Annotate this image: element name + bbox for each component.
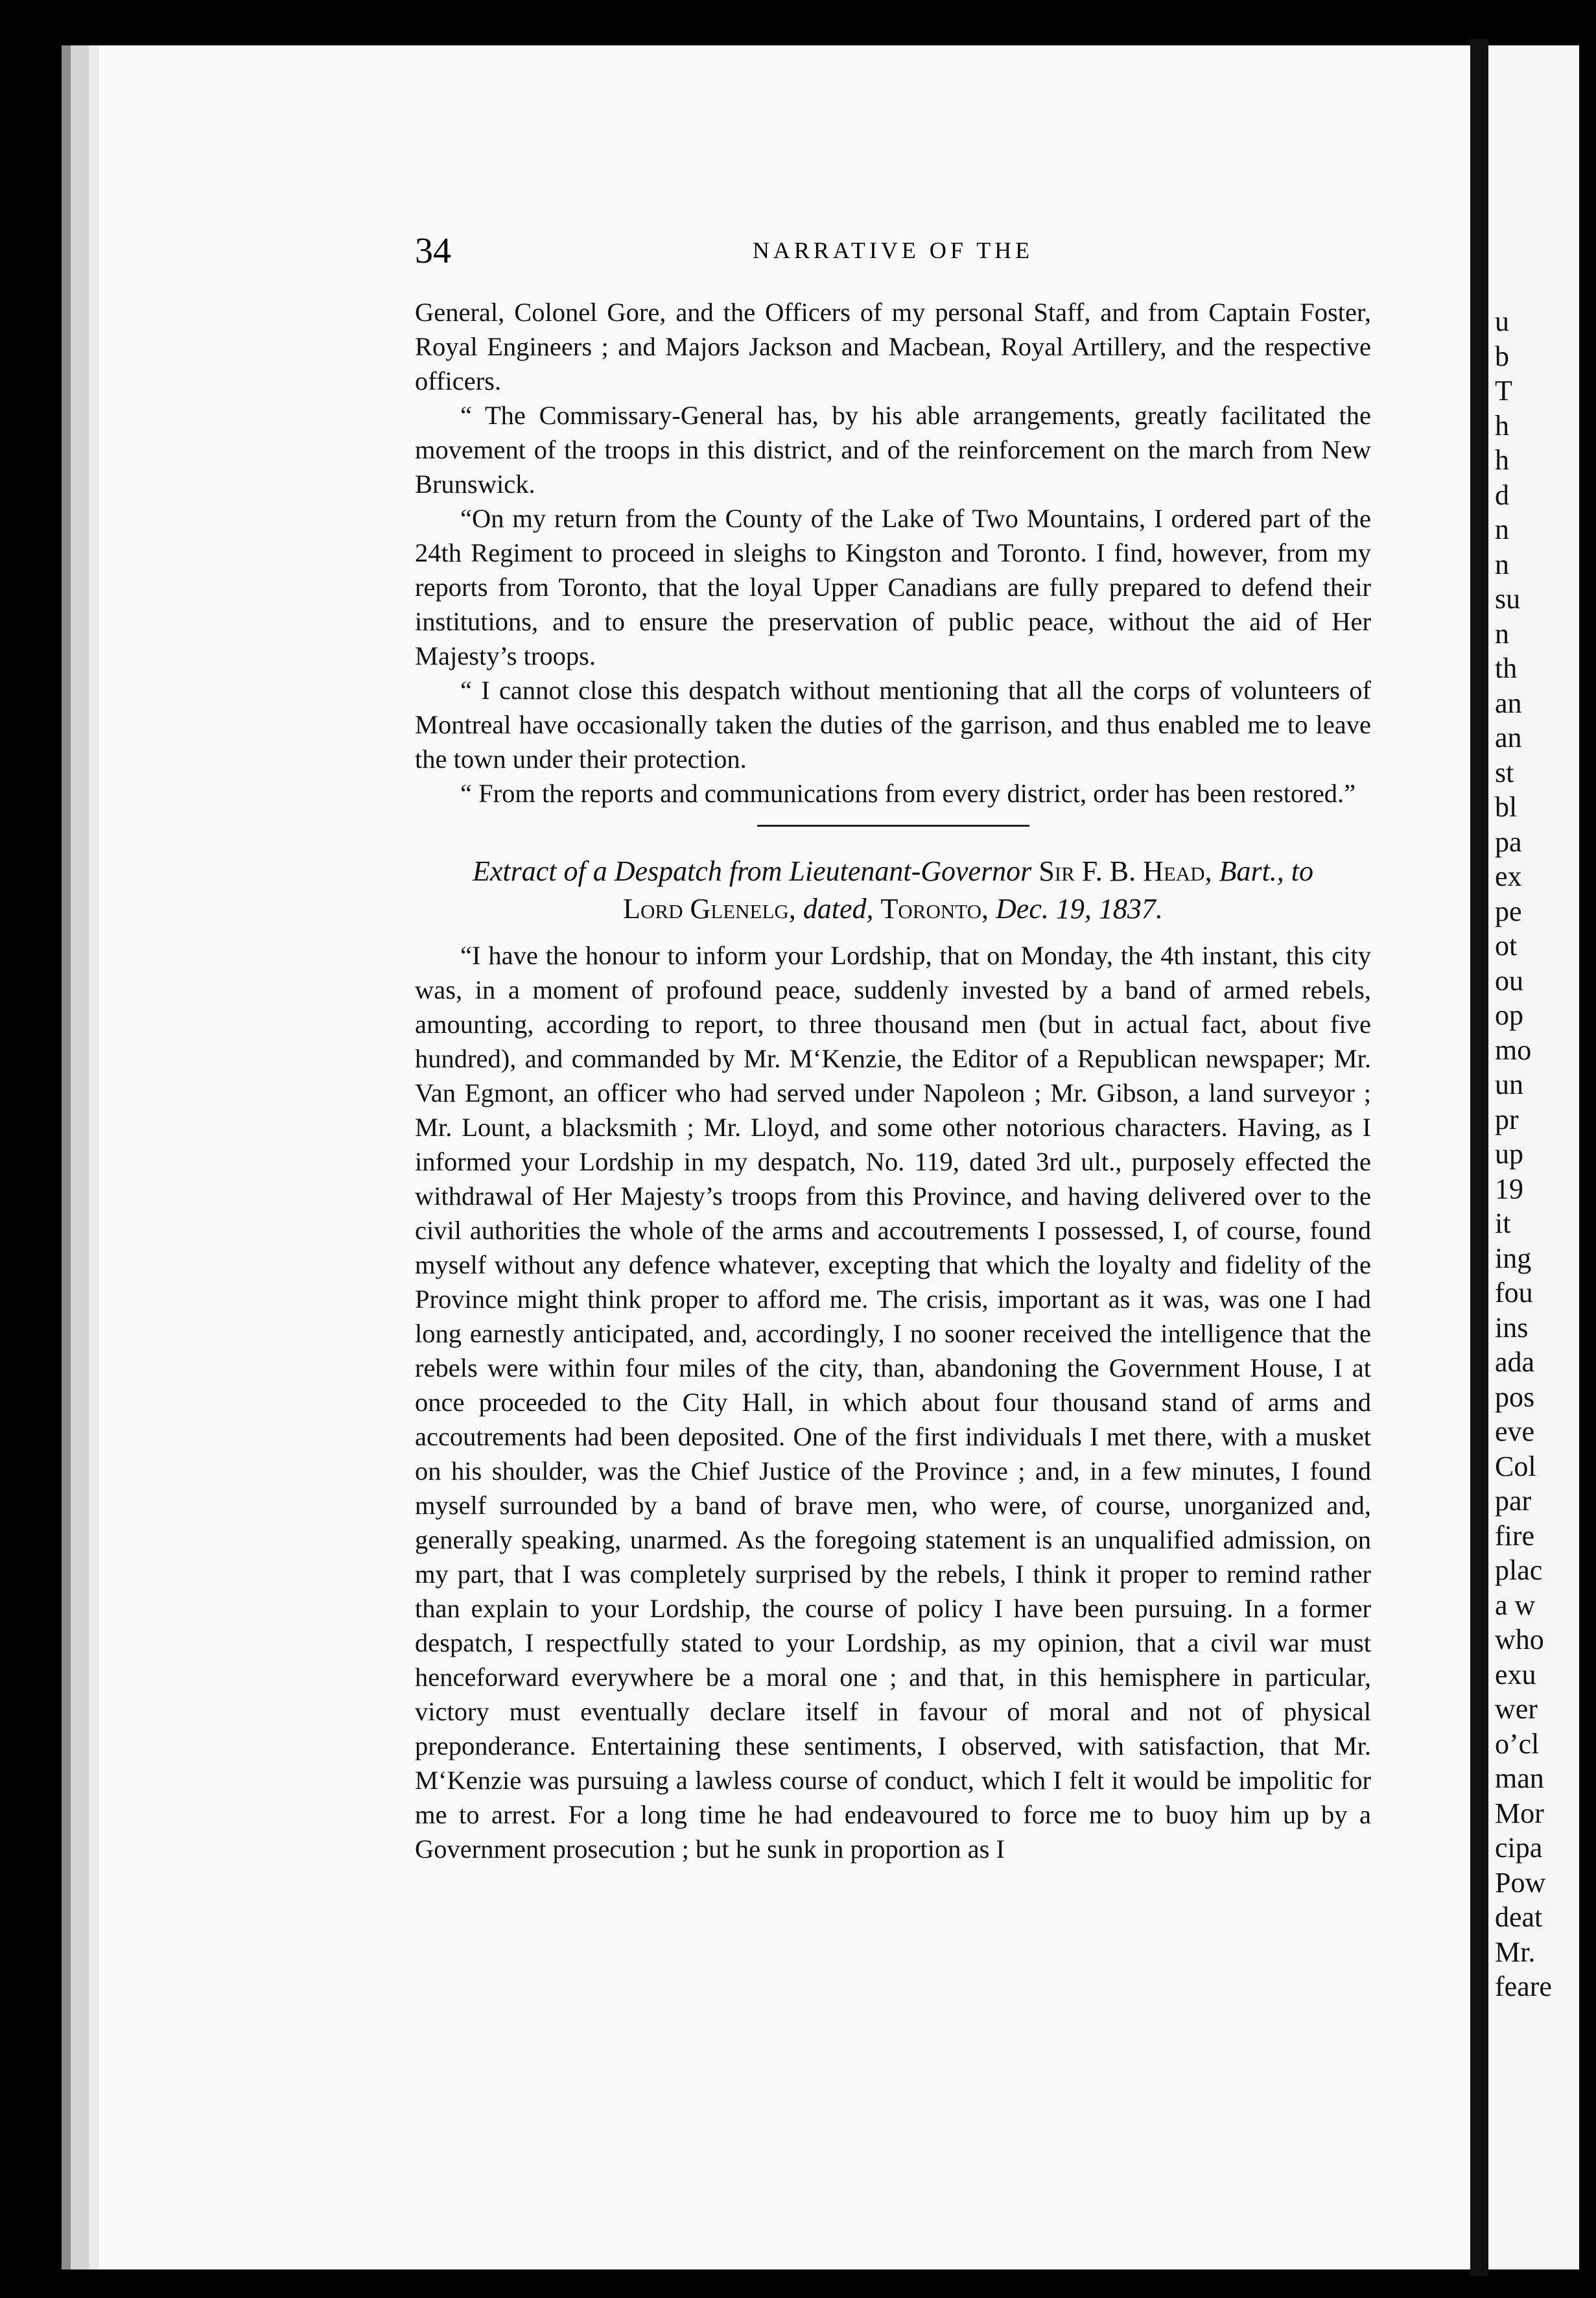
- facing-page-fragment: wer: [1495, 1693, 1538, 1725]
- facing-page-fragment: b: [1495, 340, 1509, 372]
- facing-page-fragment: deat: [1495, 1901, 1543, 1933]
- section-divider: [757, 825, 1029, 827]
- facing-page-fragment: un: [1495, 1069, 1523, 1100]
- heading-name: Lord Glenelg,: [623, 893, 796, 925]
- facing-page-edge: [1488, 45, 1579, 2269]
- facing-page-fragment: st: [1495, 756, 1514, 788]
- facing-page-fragment: exu: [1495, 1658, 1536, 1690]
- facing-page-fragment: ada: [1495, 1346, 1535, 1378]
- facing-page-fragment: o’cl: [1495, 1727, 1540, 1760]
- facing-page-fragment: pe: [1495, 895, 1522, 927]
- facing-page-fragment: pr: [1495, 1103, 1519, 1135]
- extract-heading: [415, 853, 1371, 928]
- facing-page-fragment: bl: [1495, 791, 1518, 823]
- facing-page-fragment: h: [1495, 409, 1509, 442]
- running-title: NARRATIVE OF THE: [752, 237, 1034, 263]
- facing-page-fragment: par: [1495, 1485, 1532, 1517]
- heading-name: Sir F. B. Head,: [1039, 855, 1212, 887]
- facing-page-fragment: Mor: [1495, 1797, 1544, 1829]
- facing-page-fragment: Col: [1495, 1450, 1536, 1482]
- facing-page-fragment: h: [1495, 444, 1509, 476]
- facing-page-fragment: cipa: [1495, 1832, 1543, 1864]
- facing-page-fragment: u: [1495, 305, 1509, 337]
- facing-page-fragment: n: [1495, 548, 1509, 580]
- paragraph: General, Colonel Gore, and the Officers of my personal Staff, and from Captain Foster, Royal Engineers ; and Majors Jackson and Macbean, Royal Artillery, and the respective officers.: [415, 298, 1371, 396]
- facing-page-fragment: up: [1495, 1138, 1523, 1170]
- facing-page-fragment: n: [1495, 514, 1509, 545]
- facing-page-fragment: Pow: [1495, 1866, 1546, 1899]
- facing-page-fragment: pa: [1495, 825, 1522, 858]
- facing-page-fragment: n: [1495, 617, 1509, 650]
- facing-page-fragment: mo: [1495, 1034, 1532, 1066]
- heading-text: dated,: [795, 893, 881, 925]
- facing-page-fragment: it: [1495, 1207, 1511, 1239]
- page-body: [415, 295, 1371, 1866]
- facing-page-fragment: fou: [1495, 1277, 1533, 1309]
- facing-page-fragment: feare: [1495, 1971, 1552, 2002]
- facing-page-fragment: ing: [1495, 1242, 1532, 1274]
- facing-page-fragment: who: [1495, 1624, 1544, 1655]
- extract-heading-line-2: [415, 890, 1371, 928]
- facing-page-fragment: a w: [1495, 1589, 1536, 1621]
- facing-page-fragment: 19: [1495, 1172, 1523, 1205]
- heading-place: Toronto,: [880, 893, 989, 925]
- paragraph: “On my return from the County of the Lake of Two Mountains, I ordered part of the 24th Regiment to proceed in sleighs to Kingston and Toronto. I find, however, from my reports from Toronto, that the loyal Upper Canadians are fully prepared to defend their institutions, and to ensure the preservation of public peace, without the aid of Her Majesty’s troops.: [415, 504, 1371, 670]
- facing-page-fragment: an: [1495, 722, 1522, 753]
- heading-date: Dec. 19, 1837.: [989, 893, 1163, 925]
- facing-page-fragment: ou: [1495, 964, 1523, 997]
- book-gutter: [1470, 39, 1488, 2276]
- extract-paragraph: “I have the honour to inform your Lordship, that on Monday, the 4th instant, this city was, in a moment of profound peace, suddenly invested by a band of armed rebels, amounting, according to report, to three thousand men (but in actual fact, about five hundred), and commanded by Mr. M‘Kenzie, the Editor of a Republican newspaper; Mr. Van Egmont, an officer who had served under Napoleon ; Mr. Gibson, a land surveyor ; Mr. Lount, a blacksmith ; Mr. Lloyd, and some other notorious characters. Having, as I informed your Lordship in my despatch, No. 119, dated 3rd ult., purposely effected the withdrawal of Her Majesty’s troops from this Province, and having delivered over to the civil authorities the whole of the arms and accoutrements I possessed, I, of course, found myself without any defence whatever, excepting that which the loyalty and fidelity of the Province might think proper to afford me. The crisis, important as it was, was one I had long earnestly anticipated, and, accordingly, I no sooner received the intelligence that the rebels were within four miles of the city, than, abandoning the Government House, I at once proceeded to the City Hall, in which about four thousand stand of arms and accoutrements had been deposited. One of the first individuals I met there, with a musket on his shoulder, was the Chief Justice of the Province ; and, in a few minutes, I found myself surrounded by a band of brave men, who were, of course, unorganized and, generally speaking, unarmed. As the foregoing statement is an unqualified admission, on my part, that I was completely surprised by the rebels, I think it proper to remind rather than explain to your Lordship, the course of policy I have been pursuing. In a former despatch, I respectfully stated to your Lordship, as my opinion, that a civil war must henceforward everywhere be a moral one ; and that, in this hemisphere in particular, victory must eventually declare itself in favour of moral and not of physical preponderance. Entertaining these sentiments, I observed, with satisfaction, that Mr. M‘Kenzie was pursuing a lawless course of conduct, which I felt it would be impolitic for me to arrest. For a long time he had endeavoured to force me to buoy him up by a Government prosecution ; but he sunk in proportion as I: [415, 941, 1371, 1864]
- facing-page-fragment: op: [1495, 999, 1523, 1031]
- facing-page-fragment: an: [1495, 687, 1522, 719]
- facing-page-fragment: man: [1495, 1762, 1544, 1794]
- heading-text: Bart., to: [1212, 855, 1314, 887]
- paragraph: “ The Commissary-General has, by his able arrangements, greatly facilitated the movement of the troops in this district, and of the reinforcement on the march from New Brunswick.: [415, 401, 1371, 499]
- facing-page-fragment: T: [1495, 375, 1512, 407]
- facing-page-fragment: Mr.: [1495, 1936, 1536, 1968]
- extract-heading-line-1: [415, 853, 1371, 890]
- facing-page-fragment: th: [1495, 652, 1518, 684]
- facing-page-fragment: ot: [1495, 930, 1518, 962]
- facing-page-fragment: ins: [1495, 1311, 1529, 1344]
- facing-page-fragment: d: [1495, 479, 1509, 511]
- facing-page-fragment: ex: [1495, 860, 1522, 892]
- facing-page-fragment: eve: [1495, 1416, 1535, 1447]
- page-number: 34: [415, 231, 451, 271]
- paragraph: “ I cannot close this despatch without mentioning that all the corps of volunteers of Montreal have occasionally taken the duties of the garrison, and thus enabled me to leave the town under their protection.: [415, 676, 1371, 774]
- facing-page-fragment: plac: [1495, 1554, 1543, 1586]
- paragraph: “ From the reports and communications from every district, order has been restored.”: [460, 779, 1356, 808]
- facing-page-fragment: fire: [1495, 1519, 1535, 1552]
- heading-text: Extract of a Despatch from Lieutenant-Governor: [472, 855, 1039, 887]
- facing-page-fragment: pos: [1495, 1380, 1535, 1413]
- facing-page-fragment: su: [1495, 583, 1521, 615]
- running-head: [415, 230, 1371, 276]
